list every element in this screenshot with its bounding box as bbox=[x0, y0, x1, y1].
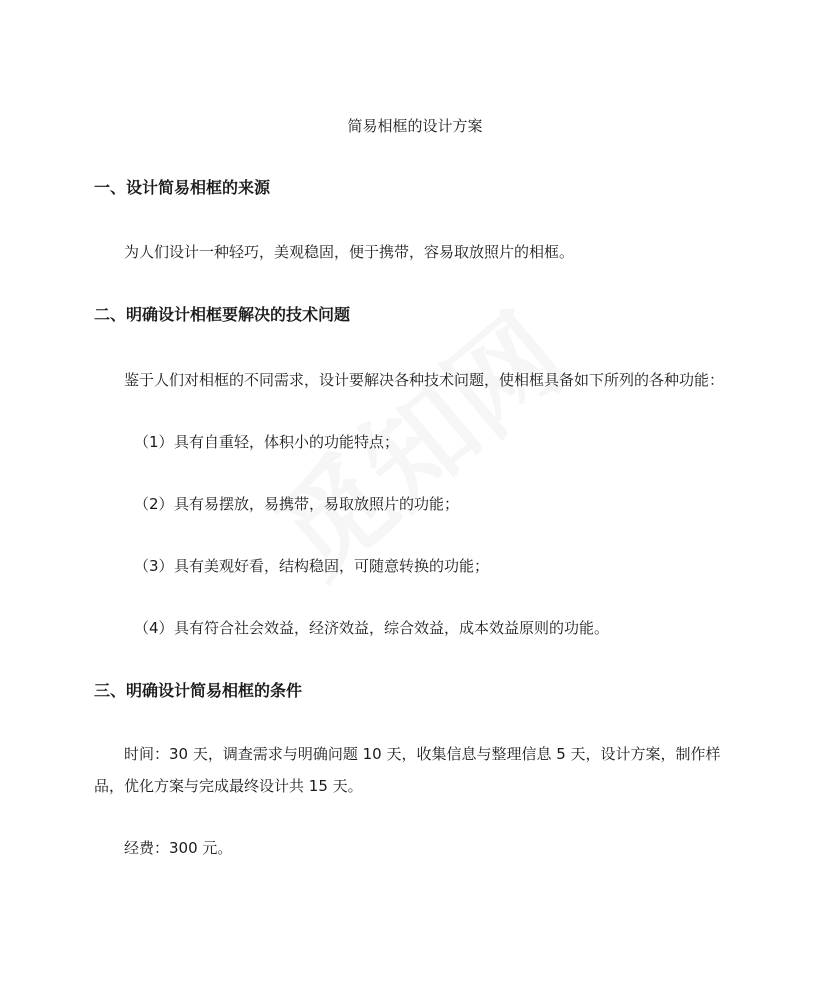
list-item-number: （4） bbox=[134, 619, 174, 637]
section-paragraph-1: 为人们设计一种轻巧，美观稳固，便于携带，容易取放照片的相框。 bbox=[124, 243, 575, 261]
section-paragraph-2: 鉴于人们对相框的不同需求，设计要解决各种技术问题，使相框具备如下所列的各种功能： bbox=[124, 371, 725, 389]
list-item-text: 具有自重轻，体积小的功能特点； bbox=[174, 433, 400, 451]
list-item-number: （1） bbox=[134, 433, 174, 451]
list-item-number: （3） bbox=[134, 557, 174, 575]
document-title: 简易相框的设计方案 bbox=[347, 117, 483, 135]
list-item bbox=[134, 618, 609, 638]
list-item bbox=[134, 494, 459, 514]
list-item bbox=[134, 556, 489, 576]
section-heading-3: 三、明确设计简易相框的条件 bbox=[94, 681, 303, 700]
list-item-text: 具有美观好看，结构稳固，可随意转换的功能； bbox=[174, 557, 490, 575]
cost-paragraph: 经费：300 元。 bbox=[124, 839, 233, 857]
list-item-number: （2） bbox=[134, 495, 174, 513]
list-item-text: 具有易摆放，易携带，易取放照片的功能； bbox=[174, 495, 460, 513]
section-heading-2: 二、明确设计相框要解决的技术问题 bbox=[94, 305, 351, 324]
time-paragraph: 时间：30 天，调查需求与明确问题 10 天，收集信息与整理信息 5 天，设计方案，制作样品，优化方案与完成最终设计共 15 天。 bbox=[94, 745, 721, 795]
list-item-text: 具有符合社会效益，经济效益，综合效益，成本效益原则的功能。 bbox=[174, 619, 610, 637]
section-heading-1: 一、设计简易相框的来源 bbox=[94, 178, 271, 197]
list-item bbox=[134, 432, 399, 452]
